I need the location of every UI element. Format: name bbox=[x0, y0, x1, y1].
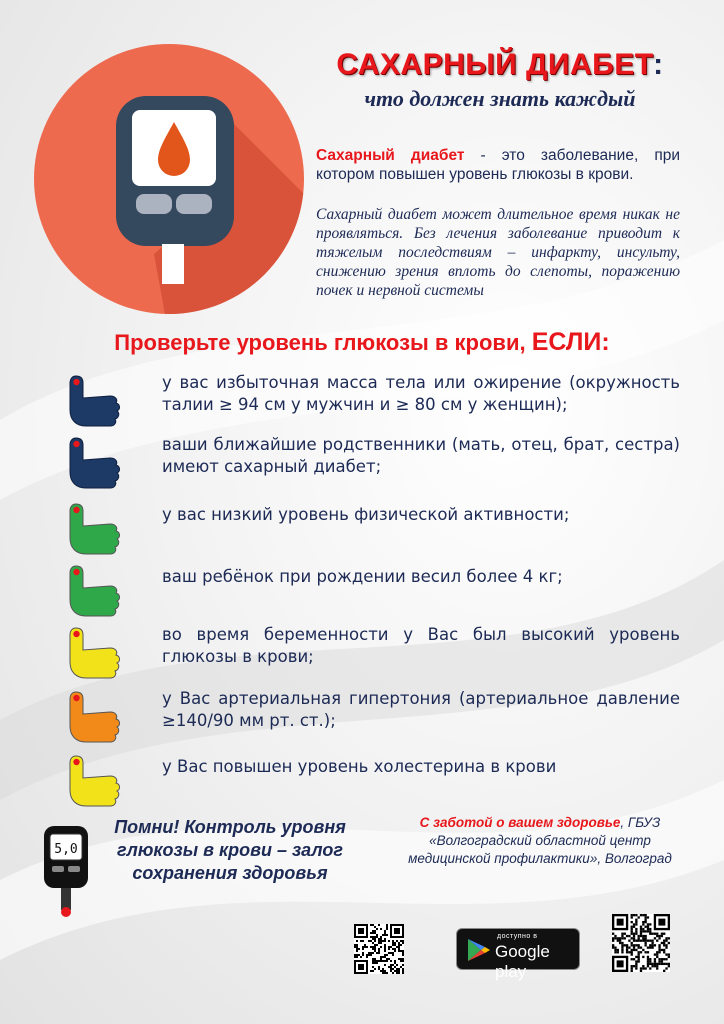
meter-reading: 5,0 bbox=[54, 842, 78, 857]
pointing-finger-icon bbox=[64, 752, 128, 808]
pointing-finger-icon bbox=[64, 372, 128, 428]
glucometer-logo-icon bbox=[34, 44, 304, 314]
risk-factor-text: у вас избыточная масса тела или ожирение (окружность талии ≥ 94 см у мужчин и ≥ 80 см у женщин); bbox=[162, 373, 680, 414]
check-heading-if: ЕСЛИ: bbox=[531, 328, 610, 356]
risk-factor-item bbox=[0, 562, 724, 622]
pointing-finger-icon bbox=[64, 434, 128, 490]
risk-factor-text: во время беременности у Вас был высокий уровень глюкозы в крови; bbox=[162, 625, 680, 666]
remember-message: Помни! Контроль уровня глюкозы в крови – залог сохранения здоровья bbox=[114, 817, 346, 883]
risk-factor-text: у Вас повышен уровень холестерина в крови bbox=[162, 757, 557, 776]
definition-term: Сахарный диабет bbox=[316, 147, 465, 164]
risk-factor-item bbox=[0, 688, 724, 748]
risk-factor-text: у Вас артериальная гипертония (артериальное давление ≥140/90 мм рт. ст.); bbox=[162, 689, 680, 730]
check-heading bbox=[0, 328, 724, 357]
title-colon: : bbox=[653, 48, 664, 81]
google-play-badge[interactable] bbox=[456, 928, 580, 981]
pointing-finger-icon bbox=[64, 688, 128, 744]
organization-note bbox=[390, 814, 690, 868]
google-play-label: Google play bbox=[495, 942, 550, 981]
page-subtitle: что должен знать каждый bbox=[364, 86, 636, 111]
check-heading-comma: , bbox=[519, 330, 526, 355]
care-slogan: С заботой о вашем здоровье bbox=[419, 815, 621, 830]
details-text: Сахарный диабет может длительное время никак не проявляться. Без лечения заболевание приводит к тяжелым последствиям – инфаркту, инсульту, снижению зрения вплоть до слепоты, поражению почек и нервной системы bbox=[316, 206, 680, 299]
definition-text: - это заболевание, при котором повышен уровень глюкозы в крови. bbox=[316, 147, 680, 183]
google-play-icon bbox=[465, 937, 491, 963]
risk-factor-item bbox=[0, 372, 724, 432]
page-title bbox=[300, 48, 700, 112]
risk-factor-item bbox=[0, 624, 724, 684]
risk-factor-text: у вас низкий уровень физической активности; bbox=[162, 505, 570, 524]
pointing-finger-icon bbox=[64, 624, 128, 680]
risk-factor-text: ваш ребёнок при рождении весил более 4 кг; bbox=[162, 567, 563, 586]
glucometer-icon bbox=[40, 824, 92, 920]
risk-factor-item bbox=[0, 434, 724, 494]
check-heading-text: Проверьте уровень глюкозы в крови bbox=[114, 330, 520, 355]
google-play-caption: доступно в bbox=[497, 933, 538, 940]
risk-factor-item bbox=[0, 500, 724, 560]
pointing-finger-icon bbox=[64, 562, 128, 618]
qr-code-icon[interactable] bbox=[612, 914, 670, 972]
title-text: САХАРНЫЙ ДИАБЕТ bbox=[336, 48, 654, 81]
organization-name: , ГБУЗ «Волгоградский областной центр медицинской профилактики», Волгоград bbox=[408, 815, 672, 866]
pointing-finger-icon bbox=[64, 500, 128, 556]
risk-factor-item bbox=[0, 752, 724, 812]
risk-factor-text: ваши ближайшие родственники (мать, отец, брат, сестра) имеют сахарный диабет; bbox=[162, 435, 680, 476]
qr-code-icon[interactable] bbox=[354, 924, 404, 974]
details-paragraph bbox=[316, 205, 680, 300]
definition-paragraph bbox=[316, 146, 680, 184]
